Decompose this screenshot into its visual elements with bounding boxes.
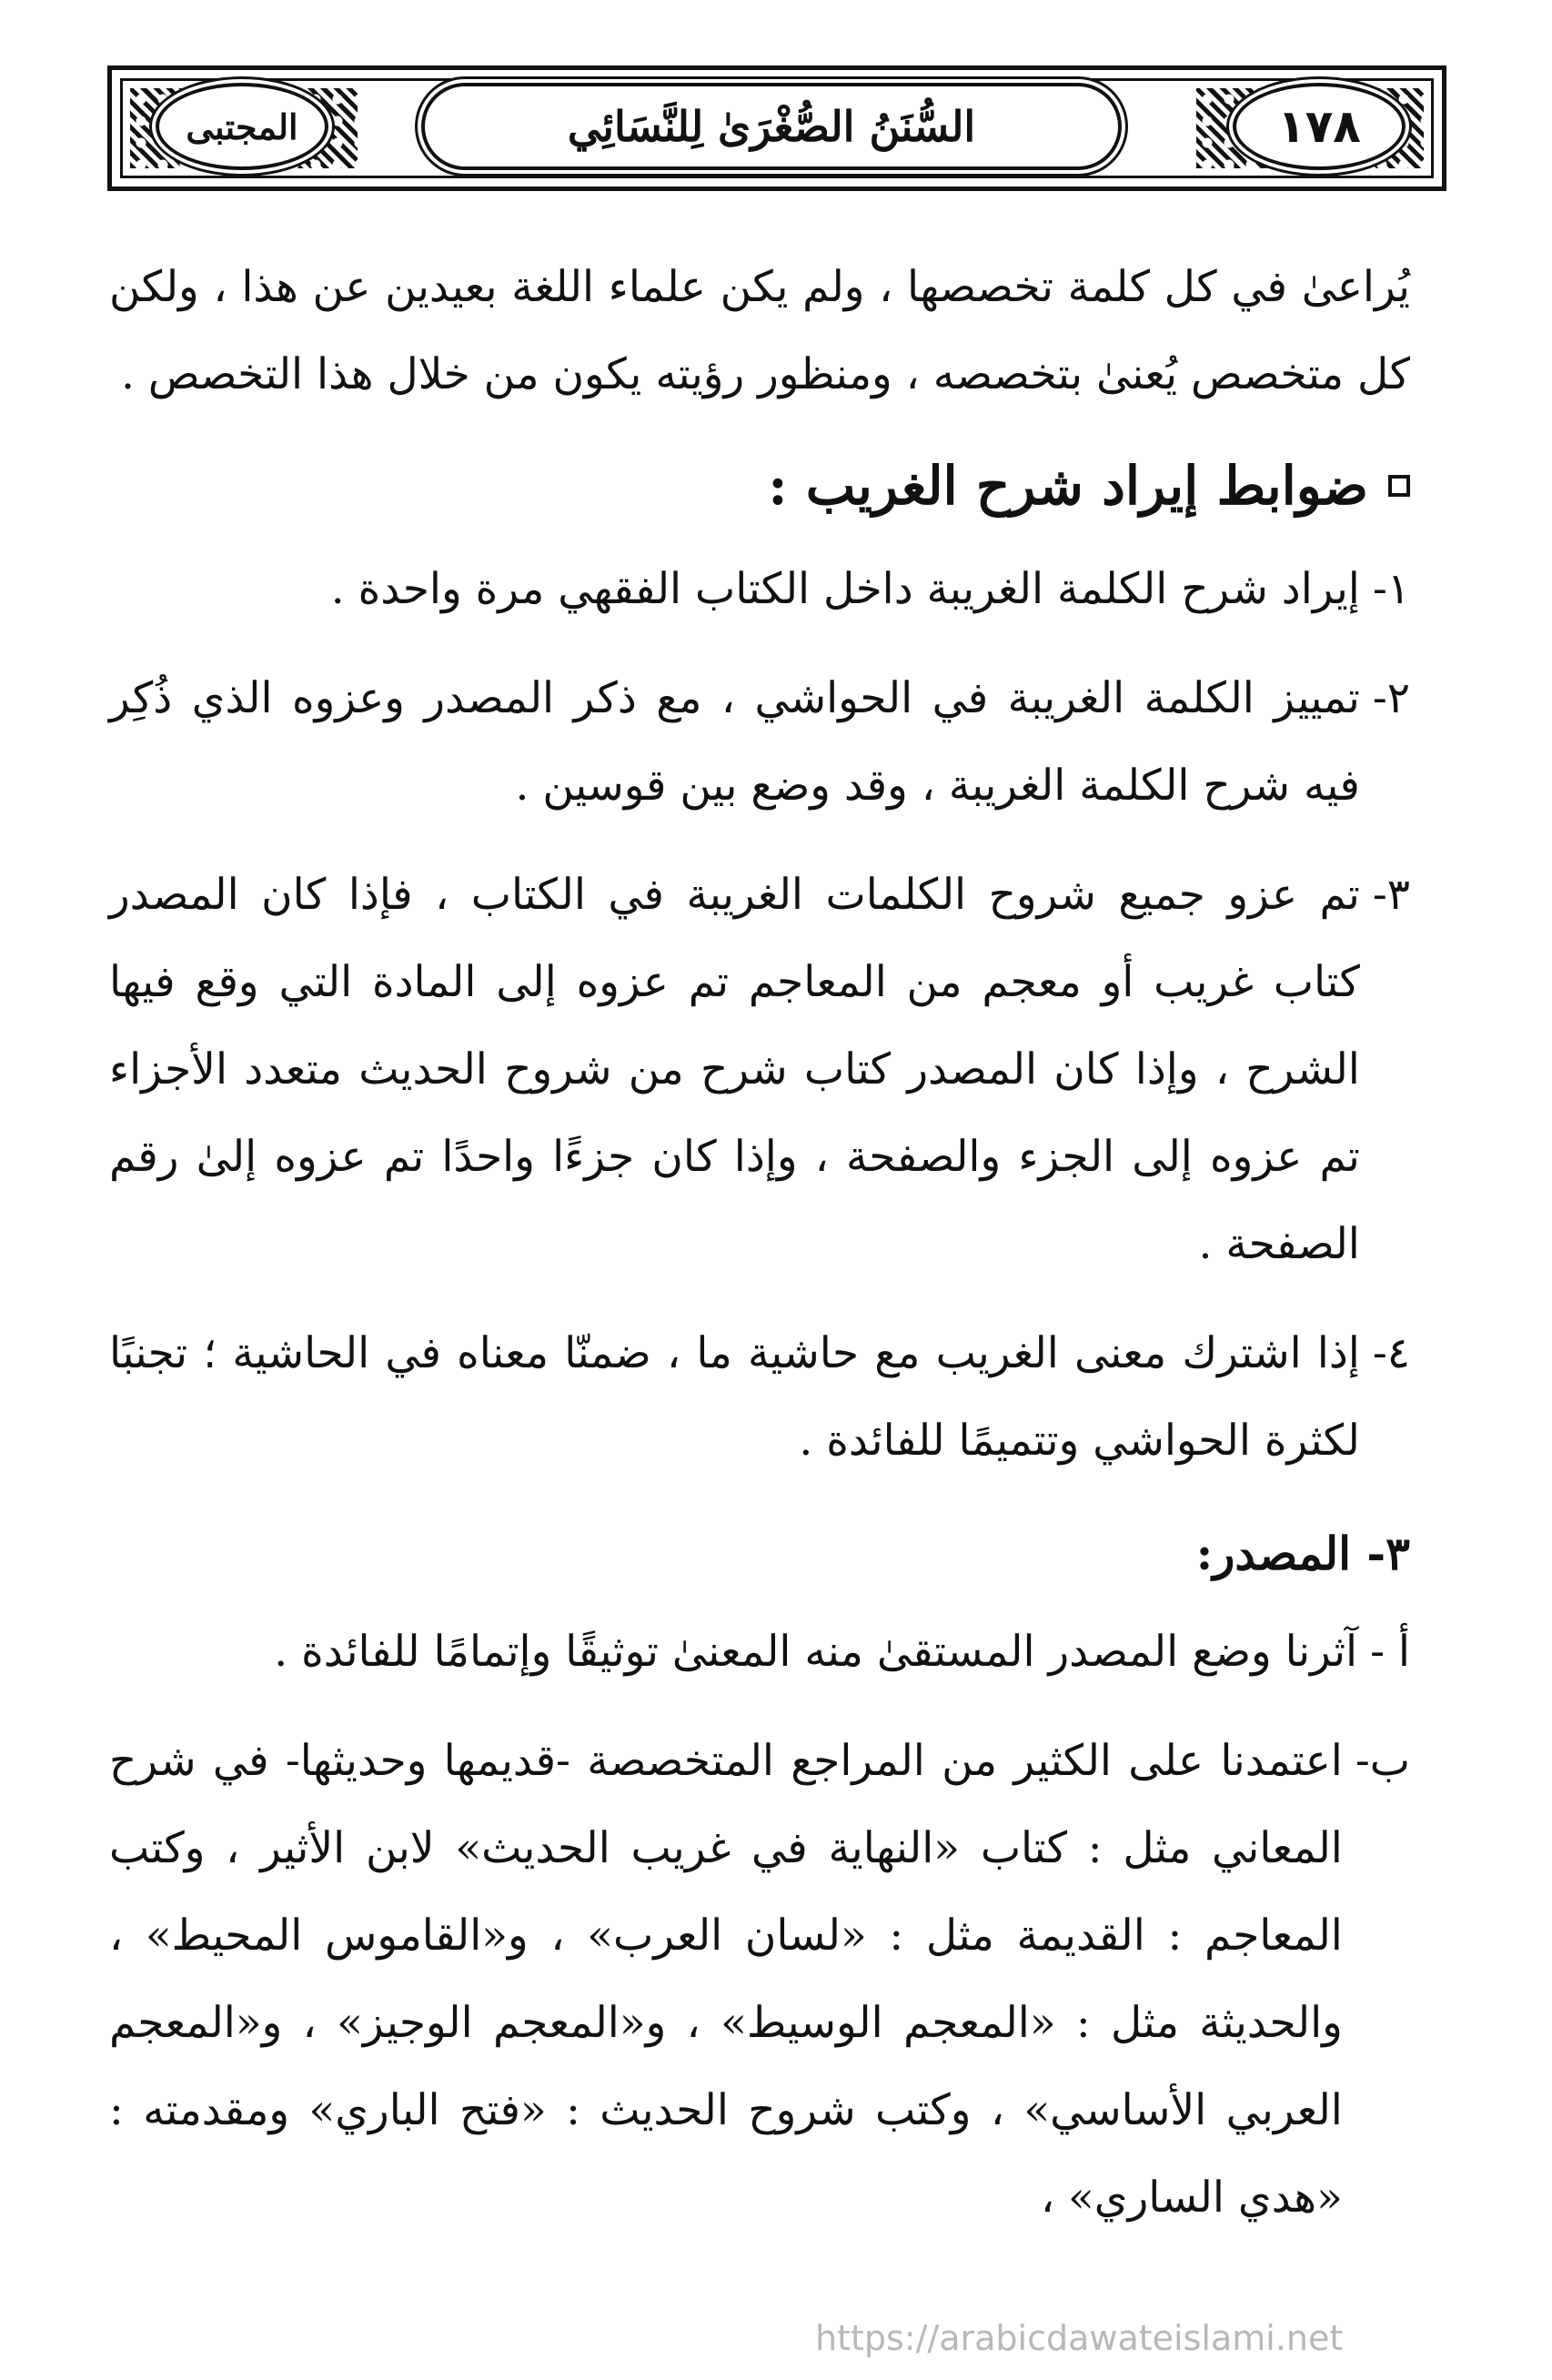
rule-number: ١- (1372, 564, 1410, 614)
rule-number: ٣- (1372, 870, 1410, 920)
page-header-frame (107, 66, 1446, 191)
page-number-cartouche (1233, 83, 1406, 170)
source-item-letter: أ - (1370, 1627, 1410, 1677)
rule-item (109, 546, 1410, 633)
intro-paragraph: يُراعىٰ في كل كلمة تخصصها ، ولم يكن علماء اللغة بعيدين عن هذا ، ولكن كل متخصص يُعنىٰ بتخصصه ، ومنظور رؤيته يكون من خلال هذا التخصص . (109, 262, 1410, 399)
rule-number: ٢- (1372, 673, 1410, 723)
rule-text: إيراد شرح الكلمة الغريبة داخل الكتاب الفقهي مرة واحدة . (330, 564, 1360, 614)
rule-item (109, 655, 1410, 830)
book-logo-cartouche (156, 83, 328, 170)
rule-item (109, 852, 1410, 1288)
page-body (109, 244, 1410, 2264)
rule-item (109, 1310, 1410, 1485)
section-heading-text: ضوابط إيراد شرح الغريب : (768, 455, 1368, 517)
rule-text: تم عزو جميع شروح الكلمات الغريبة في الكتاب ، فإذا كان المصدر كتاب غريب أو معجم من المعاجم تم عزوه إلى المادة التي وقع فيها الشرح ، وإذا كان المصدر كتاب شرح من شروح الحديث متعدد الأجزاء تم عزوه إلى الجزء والصفحة ، وإذا كان جزءًا واحدًا تم عزوه إلىٰ رقم الصفحة . (109, 870, 1360, 1269)
source-item (109, 1609, 1410, 1696)
rule-text: إذا اشترك معنى الغريب مع حاشية ما ، ضمنّا معناه في الحاشية ؛ تجنبًا لكثرة الحواشي وتتميمًا للفائدة . (109, 1328, 1360, 1466)
square-bullet-icon (1388, 475, 1410, 497)
page-number: ١٧٨ (1277, 100, 1361, 153)
source-item-text: آثرنا وضع المصدر المستقىٰ منه المعنىٰ توثيقًا وإتمامًا للفائدة . (274, 1627, 1358, 1677)
book-title: السُّنَنُ الصُّغْرَىٰ لِلنَّسَائِي (567, 102, 976, 151)
header-title-cartouche (421, 83, 1122, 170)
rule-number: ٤- (1372, 1328, 1410, 1378)
rule-text: تمييز الكلمة الغريبة في الحواشي ، مع ذكر المصدر وعزوه الذي ذُكِر فيه شرح الكلمة الغريبة ، وقد وضع بين قوسين . (109, 673, 1360, 811)
source-item (109, 1718, 1410, 2242)
source-item-letter: ب- (1355, 1736, 1410, 1786)
book-logo-text: المجتبى (186, 106, 298, 147)
source-item-text: اعتمدنا على الكثير من المراجع المتخصصة -قديمها وحديثها- في شرح المعاني مثل : كتاب «النهاية في غريب الحديث» لابن الأثير ، وكتب المعاجم : القديمة مثل : «لسان العرب» ، و«القاموس المحيط» ، والحديثة مثل : «المعجم الوسيط» ، و«المعجم الوجيز» ، و«المعجم العربي الأساسي» ، وكتب شروح الحديث : «فتح الباري» ومقدمته : «هدي الساري» ، (109, 1736, 1343, 2223)
section-heading (109, 440, 1410, 531)
site-watermark: https://arabicdawateislami.net (815, 2318, 1344, 2358)
source-subheading: ٣- المصدر: (1195, 1527, 1410, 1580)
